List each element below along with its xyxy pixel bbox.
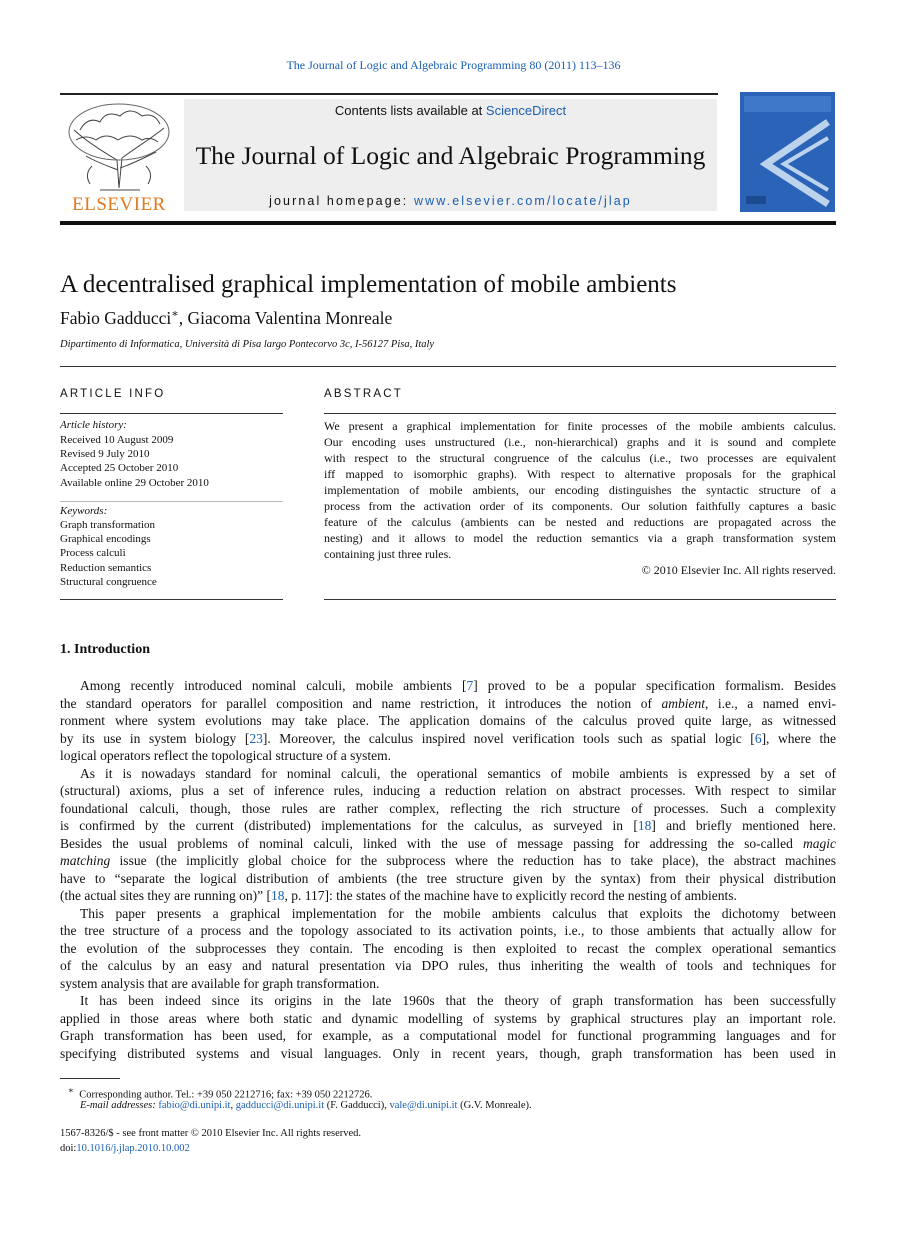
body-line: (structural) axioms, plus a set of inference rules, inducing a reduction relation on abstract processes. With respect to similar <box>60 783 836 798</box>
body-line <box>60 817 836 835</box>
homepage-label: journal homepage: <box>269 194 414 208</box>
article-info-rule-mid <box>60 501 283 502</box>
doi-line <box>60 1143 190 1154</box>
elsevier-tree-logo <box>60 100 178 212</box>
corresponding-author-mark[interactable]: ∗ <box>171 308 179 320</box>
text: by its use in system biology [ <box>60 731 250 746</box>
body-line: the evolution of the subprocesses they contain. The encoding is then exploited to recast the complex operational semantics <box>60 941 836 956</box>
body-line <box>60 730 836 748</box>
homepage-link[interactable]: www.elsevier.com/locate/jlap <box>413 194 632 208</box>
journal-name: The Journal of Logic and Algebraic Programming <box>195 141 706 170</box>
abstract-line: process from the activation order of its components. Our solution faithfully captures a basic <box>324 499 836 513</box>
text: , <box>230 1100 236 1111</box>
email-label: E-mail addresses: <box>80 1100 156 1111</box>
footnote-rule <box>60 1078 120 1079</box>
email-link[interactable]: vale@di.unipi.it <box>389 1100 458 1111</box>
history-online: Available online 29 October 2010 <box>60 477 209 489</box>
abstract-line: We present a graphical implementation for finite processes of the mobile ambients calculus. <box>324 419 836 433</box>
text: the standard operators for parallel composition and name restriction, it introduces the notion of <box>60 696 662 711</box>
body-line <box>80 677 836 695</box>
text: (F. Gadducci), <box>324 1100 390 1111</box>
abstract-line: with respect to the structural congruence of the calculus (i.e., two processes are equivalent <box>324 451 836 465</box>
elsevier-wordmark: ELSEVIER <box>72 194 166 212</box>
body-line <box>60 695 836 713</box>
affiliation-rule <box>60 366 836 367</box>
text: (G.V. Monreale). <box>457 1100 532 1111</box>
keyword: Graphical encodings <box>60 533 151 545</box>
header-top-rule <box>60 93 718 95</box>
body-line: foundational calculi, though, those rules are rather complex, reflecting the rich structure of processes. Such a complexity <box>60 801 836 816</box>
body-line: of the calculus by an easy and natural presentation via DPO rules, thus inheriting the wealth of tools and techniques for <box>60 958 836 973</box>
article-title: A decentralised graphical implementation of mobile ambients <box>60 271 677 298</box>
article-info-heading: ARTICLE INFO <box>60 388 166 400</box>
abstract-line: feature of the calculus (ambients can be nested and reductions are propagated across the <box>324 515 836 529</box>
footnote-corresponding <box>68 1085 372 1101</box>
abstract-line: iff mapped to isomorphic graphs). With respect to alternative proposals for the graphical <box>324 467 836 481</box>
text: ]. Moreover, the calculus inspired novel verification tools such as spatial logic [ <box>262 731 755 746</box>
body-line: the tree structure of a process and the topology associated to its activation points, i.e., to those ambients that actually allow for <box>60 923 836 938</box>
text: (the actual sites they are running on)” [ <box>60 888 272 903</box>
article-info-rule-bottom <box>60 599 283 600</box>
text: , p. 117]: the states of the machine have to explicitly record the nesting of ambients. <box>284 888 737 903</box>
citation-link[interactable]: 18 <box>637 818 652 833</box>
footnote-emails <box>80 1100 532 1111</box>
text: Besides the usual problems of nominal calculi, linked with the use of message passing for addressing the so-called <box>60 836 803 851</box>
body-line: Graph transformation has been used, for example, as a computational model for functional programming languages and for <box>60 1028 836 1043</box>
body-line <box>60 852 836 870</box>
emphasis: matching <box>60 853 111 868</box>
doi-label: doi: <box>60 1143 77 1154</box>
affiliation: Dipartimento di Informatica, Università di Pisa largo Pontecorvo 3c, I-56127 Pisa, Italy <box>60 339 435 350</box>
text: ] and briefly mentioned here. <box>651 818 836 833</box>
body-line: logical operators reflect the topological structure of a system. <box>60 748 392 763</box>
emphasis: magic <box>803 836 836 851</box>
body-line <box>60 887 836 905</box>
keyword: Reduction semantics <box>60 562 152 574</box>
keyword: Structural congruence <box>60 576 157 588</box>
header-bottom-rule <box>60 221 836 225</box>
abstract-line: Our encoding uses unstructured (i.e., non-hierarchical) graphs and it is sound and complete <box>324 435 836 449</box>
author-2[interactable]: Giacoma Valentina Monreale <box>187 307 393 328</box>
abstract-rule-bottom <box>324 599 836 600</box>
email-link[interactable]: fabio@di.unipi.it <box>158 1100 231 1111</box>
body-line: It has been indeed since its origins in the late 1960s that the theory of graph transformation has been successfully <box>80 993 836 1008</box>
abstract-heading: ABSTRACT <box>324 388 403 400</box>
contents-availability <box>184 103 717 118</box>
text: issue (the implicitly global choice for the subprocess where the reduction has to take place), the abstract machines <box>110 853 836 868</box>
history-revised: Revised 9 July 2010 <box>60 448 150 460</box>
issn-line: 1567-8326/$ - see front matter © 2010 Elsevier Inc. All rights reserved. <box>60 1128 362 1139</box>
text: Among recently introduced nominal calculi, mobile ambients [ <box>80 678 467 693</box>
citation-link[interactable]: 6 <box>754 731 762 746</box>
doi-link[interactable]: 10.1016/j.jlap.2010.10.002 <box>76 1143 190 1154</box>
citation-link[interactable]: 7 <box>466 678 474 693</box>
abstract-line: implementation of mobile ambients, our encoding distinguishes the syntactic structure of a <box>324 483 836 497</box>
body-line: ronment where system evolutions may take place. The application domains of the calculus proved quite large, as witnessed <box>60 713 836 728</box>
citation-link[interactable]: 18 <box>271 888 285 903</box>
body-line: system analysis that are available for graph transformation. <box>60 976 380 991</box>
keyword: Process calculi <box>60 547 126 559</box>
citation-link[interactable]: 23 <box>249 731 263 746</box>
keyword: Graph transformation <box>60 519 155 531</box>
email-link[interactable]: gadducci@di.unipi.it <box>235 1100 325 1111</box>
body-line: This paper presents a graphical implementation for the mobile ambients calculus that exploits the dichotomy between <box>80 906 836 921</box>
text: , i.e., a named envi- <box>704 696 836 711</box>
abstract-line: containing just three rules. <box>324 547 452 561</box>
author-1[interactable]: Fabio Gadducci <box>60 307 172 328</box>
body-line: have to “separate the logical distribution of ambients (the tree structure given by the syntax) from their physical distribution <box>60 871 836 886</box>
contents-prefix: Contents lists available at <box>334 103 486 118</box>
corresponding-text: Corresponding author. Tel.: +39 050 2212716; fax: +39 050 2212726. <box>79 1089 373 1101</box>
text: ], where the <box>761 731 837 746</box>
author-separator: , <box>178 307 188 328</box>
sciencedirect-link[interactable]: ScienceDirect <box>485 103 567 118</box>
body-line: specifying distributed systems and visual languages. Only in recent years, though, graph transformation has been used in <box>60 1046 836 1061</box>
body-line: As it is nowadays standard for nominal calculi, the operational semantics of mobile ambients is expressed by a set of <box>80 766 836 781</box>
journal-homepage <box>184 194 717 208</box>
abstract-line: nesting) and it allows to model the reduction semantics via a graph transformation system <box>324 531 836 545</box>
section-heading-introduction: 1. Introduction <box>60 642 150 657</box>
article-info-rule-top <box>60 413 283 414</box>
footnote-mark: ∗ <box>68 1085 74 1095</box>
abstract-rule-top <box>324 413 836 414</box>
text: ] proved to be a popular specification formalism. Besides <box>473 678 836 693</box>
body-line <box>60 835 836 853</box>
emphasis: ambient <box>661 696 705 711</box>
author-list <box>60 307 392 329</box>
journal-reference[interactable]: The Journal of Logic and Algebraic Programming 80 (2011) 113–136 <box>286 58 621 72</box>
text: is confirmed by the current (distributed) implementations for the calculus, as surveyed in [ <box>60 818 638 833</box>
history-received: Received 10 August 2009 <box>60 434 174 446</box>
history-accepted: Accepted 25 October 2010 <box>60 462 179 474</box>
journal-cover-thumbnail[interactable] <box>740 92 835 212</box>
keywords-label: Keywords: <box>60 505 108 517</box>
history-label: Article history: <box>60 419 127 431</box>
body-line: applied in those areas where both static and dynamic modelling of systems by graphical structures play an important role. <box>60 1011 836 1026</box>
abstract-copyright: © 2010 Elsevier Inc. All rights reserved. <box>641 563 836 577</box>
